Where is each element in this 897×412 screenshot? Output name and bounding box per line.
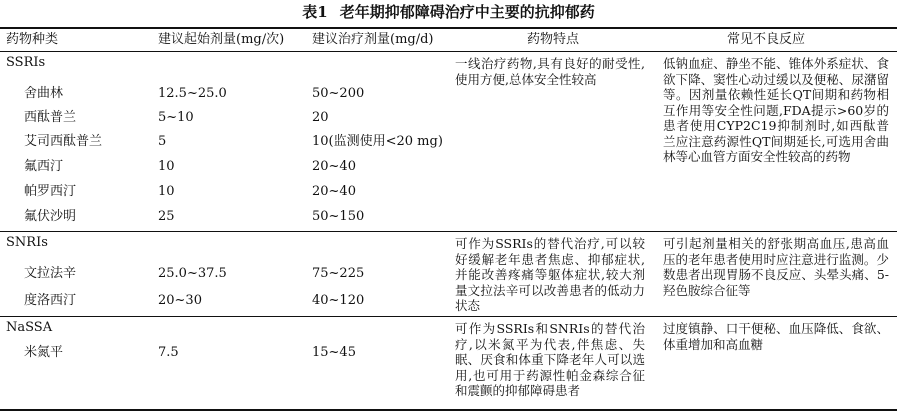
drug-name: 艾司西酞普兰 [24, 134, 103, 149]
start-dose: 5~10 [158, 110, 194, 125]
header-drug-class: 药物种类 [6, 32, 59, 47]
group-name: SSRIs [6, 55, 46, 70]
table-number: 表1 [302, 3, 328, 21]
treat-dose: 75~225 [312, 266, 365, 281]
header-treat-dose: 建议治疗剂量(mg/d) [312, 32, 434, 47]
header-features: 药物特点 [527, 32, 580, 47]
header-rule [0, 51, 897, 52]
start-dose: 25 [158, 209, 175, 224]
drug-name: 氟伏沙明 [24, 209, 77, 224]
treat-dose: 15~45 [312, 345, 356, 360]
treat-dose: 50~200 [312, 86, 365, 101]
treat-dose: 10(监测使用<20 mg) [312, 134, 443, 149]
bottom-rule [0, 409, 897, 411]
features-text: 可作为SSRIs和SNRIs的替代治疗,以米氮平为代表,伴焦虑、失眠、厌食和体重下降老年人可以选用,也可用于药源性帕金森综合征和震颤的抑郁障碍患者 [455, 321, 645, 398]
drug-name: 文拉法辛 [24, 266, 77, 281]
start-dose: 25.0~37.5 [158, 266, 227, 281]
treat-dose: 40~120 [312, 293, 365, 308]
table-caption [0, 3, 897, 21]
drug-name: 舍曲林 [24, 86, 64, 101]
top-rule [0, 27, 897, 29]
adverse-text: 低钠血症、静坐不能、锥体外系症状、食欲下降、窦性心动过缓以及便秘、尿潴留等。因剂量依赖性延长QT间期和药物相互作用等安全性问题,FDA提示>60岁的患者使用CYP2C19抑制剂时,如西酞普兰应注意药源性QT间期延长,可选用舍曲林等心血管方面安全性较高的药物 [663, 56, 889, 164]
start-dose: 5 [158, 134, 167, 149]
start-dose: 7.5 [158, 345, 179, 360]
drug-name: 米氮平 [24, 345, 64, 360]
drug-name: 帕罗西汀 [24, 184, 77, 199]
treat-dose: 50~150 [312, 209, 365, 224]
group-separator [0, 316, 897, 317]
drug-name: 度洛西汀 [24, 293, 77, 308]
start-dose: 10 [158, 184, 175, 199]
adverse-text: 过度镇静、口干便秘、血压降低、食欲、体重增加和高血糖 [663, 321, 889, 352]
start-dose: 12.5~25.0 [158, 86, 227, 101]
start-dose: 10 [158, 159, 175, 174]
treat-dose: 20~40 [312, 184, 356, 199]
drug-name: 西酞普兰 [24, 110, 77, 125]
group-name: NaSSA [6, 320, 53, 335]
drug-name: 氟西汀 [24, 159, 64, 174]
features-text: 可作为SSRIs的替代治疗,可以较好缓解老年患者焦虑、抑郁症状,并能改善疼痛等躯体症状,较大剂量文拉法辛可以改善患者的低动力状态 [455, 236, 645, 313]
header-start-dose: 建议起始剂量(mg/次) [158, 32, 285, 47]
start-dose: 20~30 [158, 293, 202, 308]
treat-dose: 20~40 [312, 159, 356, 174]
features-text: 一线治疗药物,具有良好的耐受性,使用方便,总体安全性较高 [455, 56, 645, 87]
treat-dose: 20 [312, 110, 329, 125]
group-separator [0, 231, 897, 232]
group-name: SNRIs [6, 235, 48, 250]
adverse-text: 可引起剂量相关的舒张期高血压,患高血压的老年患者使用时应注意进行监测。少数患者出现胃肠不良反应、头晕头痛、5-羟色胺综合征等 [663, 236, 889, 298]
table-title: 老年期抑郁障碍治疗中主要的抗抑郁药 [339, 3, 595, 21]
header-adverse: 常见不良反应 [727, 32, 806, 47]
